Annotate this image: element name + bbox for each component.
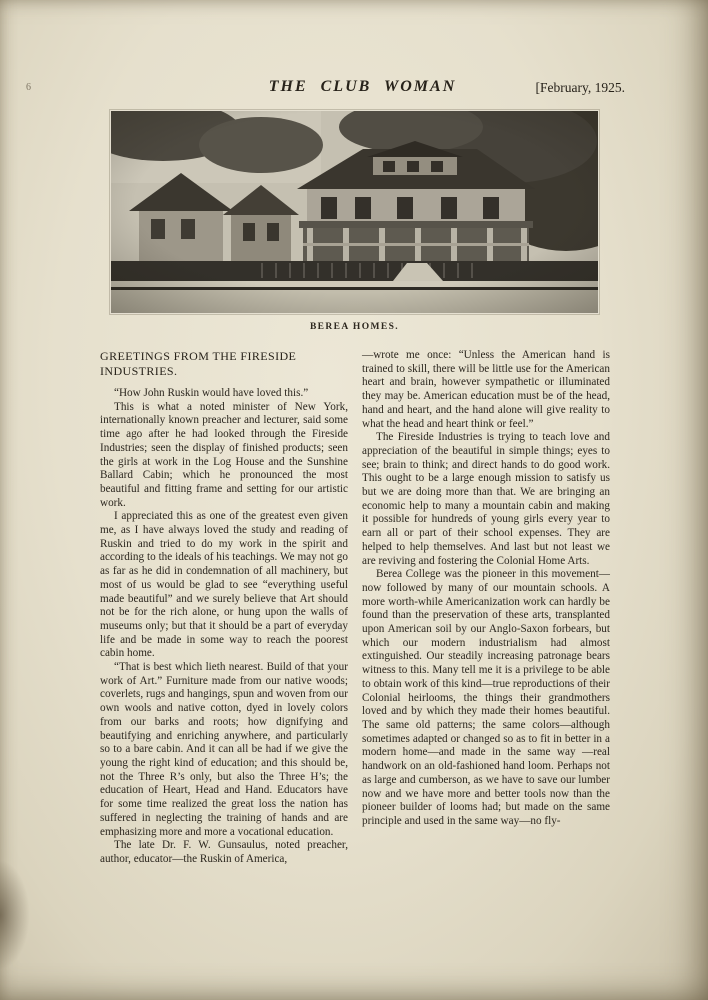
article-paragraph: The late Dr. F. W. Gunsaulus, noted preacher, author, educator—the Ruskin of America,: [100, 839, 348, 865]
article-paragraph: I appreciated this as one of the greatest even given me, as I have always loved the study and reading of Ruskin and tried to do my work in the spirit and according to the ideals of his teachings. We may not go as far as he did in condemnation of all machinery, but most of us would be glad to see “everything useful made beautiful” and we surely believe that Art should not be for the rich alone, or hung upon the walls of museums only; but that it should be a part of everyday life and be made in some way to reach the poorest cabin home.: [100, 510, 348, 660]
photo-frame: [111, 111, 598, 313]
page-edge-mark: 6: [26, 82, 31, 93]
photo-caption: BEREA HOMES.: [309, 322, 400, 332]
article-paragraph: “That is best which lieth nearest. Build of that your work of Art.” Furniture made from our native woods; coverlets, rugs and hangings, spun and woven from our own wools and native cotton, dyed in lovely colors from our barks and roots; how dignifying and beautifying and enriching anywhere, and particularly so to a bare cabin. And it can all be had if we give the young the right kind of education; and this should be, not the Three R’s only, but also the Three H’s; the education of Heart, Head and Hand. Educators have for some time realized the great loss the nation has suffered in neglecting the training of hands and are emphasizing more and more a vocational education.: [100, 661, 348, 838]
berea-homes-photo: [111, 111, 598, 332]
article-paragraph: Berea College was the pioneer in this movement—now followed by many of our mountain schools. A more worth-while Americanization work can hardly be found than the preservation of these arts, transplanted upon American soil by our Anglo-Saxon forbears, but which our modern industrialism had almost extinguished. Our steadily increasing patronage bears witness to this. Many tell me it is a privilege to be able to obtain work of this kind—true reproductions of their Colonial heirlooms, the things their grandmothers loved and by which they made their homes beautiful. The same old patterns; the same colors—although sometimes adapted or changed so as to fit in better in a modern home—and made in the same way —real handwork on an old-fashioned hand loom. Perhaps not as large and cumberson, as we have to save our lumber now and we have more and better tools now than the pioneer builder of looms had; but made on the same principle and used in the same way—no fly-: [362, 568, 610, 827]
houses-photo-illustration: [111, 111, 598, 313]
journal-title: THE CLUB WOMAN: [268, 78, 457, 95]
article-paragraph: The Fireside Industries is trying to teach love and appreciation of the beautiful in simple things; eyes to see; brain to think; and direct hands to do good work. This ought to be a large enough mission to satisfy us but we are doing more than that. We are bringing an economic help to many a mountain cabin and making it possible for hundreds of young girls every year to earn all or part of their school expenses. They are helped to help themselves. And last but not least we are reviving and fostering the Colonial Home Arts.: [362, 431, 610, 567]
article-paragraph: —wrote me once: “Unless the American hand is trained to skill, there will be little use for the American heart and brain, however sympathetic or illuminated they may be. American education must be of the head, hand and heart, and the hand alone will give reality to what the head and heart think or feel.”: [362, 349, 610, 430]
corner-smudge: [0, 860, 30, 970]
masthead: [100, 78, 625, 100]
article-paragraph: This is what a noted minister of New York, internationally known preacher and lecturer, said some time ago after he had looked through the Fireside Industries; seen the display of finished products; seen the girls at work in the Log House and the Sunshine Ballard Cabin; which he pronounced the most beautiful and fitting frame and setting for our artistic work.: [100, 400, 348, 509]
right-column: [362, 349, 610, 829]
issue-date: [February, 1925.: [535, 80, 625, 95]
left-column: [100, 349, 348, 867]
article-title: GREETINGS FROM THE FIRESIDE INDUSTRIES.: [100, 349, 297, 378]
article-paragraph: “How John Ruskin would have loved this.”: [114, 387, 309, 399]
